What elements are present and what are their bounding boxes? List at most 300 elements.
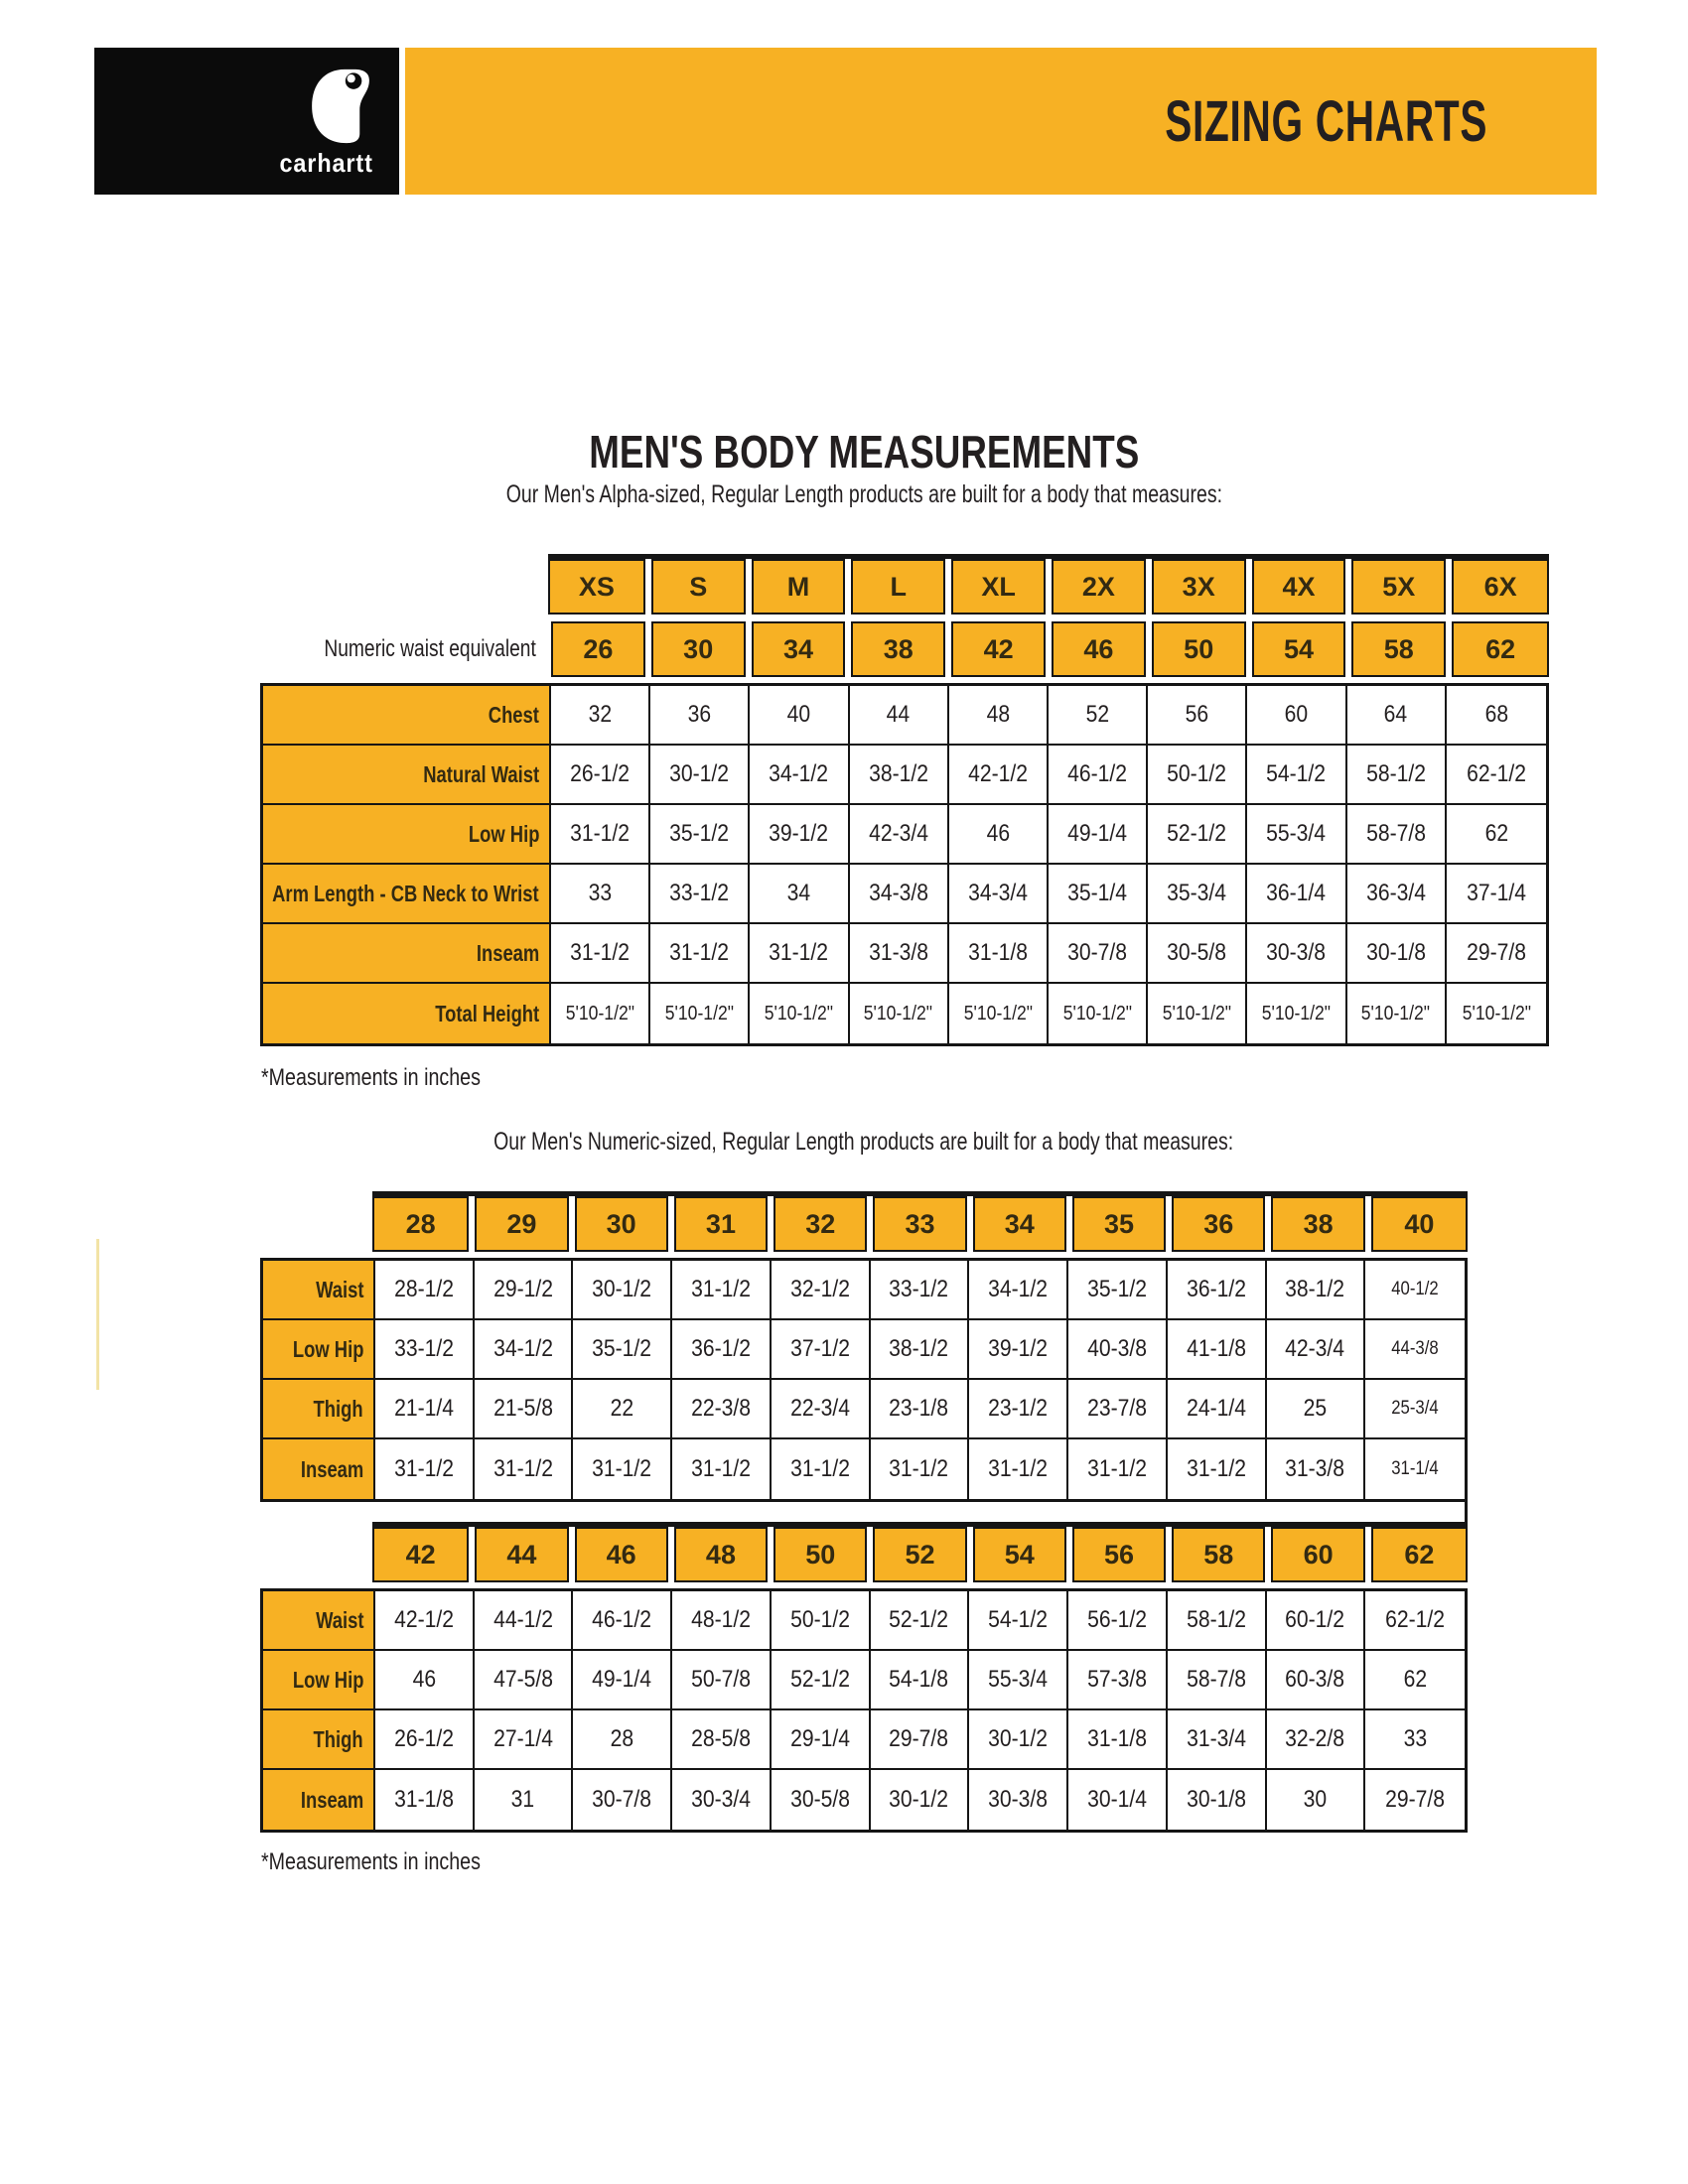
measurement-cell bbox=[1447, 686, 1546, 746]
measurement-cell-text: 55-3/4 bbox=[1266, 820, 1327, 847]
alpha-intro-text: Our Men's Alpha-sized, Regular Length products are built for a body that measures: bbox=[505, 480, 1222, 508]
measurement-cell-text: 58-1/2 bbox=[1186, 1606, 1246, 1633]
measurement-cell-text: 22 bbox=[610, 1395, 634, 1422]
size-column-header bbox=[1252, 559, 1346, 614]
measurement-cell-text: 30-7/8 bbox=[592, 1786, 652, 1813]
measurement-cell bbox=[672, 1261, 772, 1320]
size-column-header-text: 29 bbox=[506, 1208, 537, 1239]
size-column-header bbox=[1152, 559, 1246, 614]
measurement-cell bbox=[475, 1439, 574, 1499]
size-column-header-text: 3X bbox=[1182, 571, 1215, 602]
measurement-cell-text: 37-1/4 bbox=[1466, 880, 1526, 906]
measurement-cell bbox=[551, 805, 650, 865]
measurement-cell-text: 5'10-1/2" bbox=[1162, 1002, 1231, 1024]
measurement-cell-text: 33-1/2 bbox=[889, 1276, 949, 1302]
size-column-header-text: L bbox=[890, 571, 908, 602]
measurement-cell bbox=[375, 1261, 475, 1320]
carhartt-logo bbox=[94, 48, 399, 195]
measurement-cell-text: 46-1/2 bbox=[592, 1606, 652, 1633]
size-column-header-text: 42 bbox=[405, 1539, 436, 1570]
size-column-header bbox=[951, 559, 1046, 614]
measurement-cell bbox=[1365, 1770, 1465, 1830]
measurement-cell-text: 44-3/8 bbox=[1391, 1338, 1439, 1359]
size-column-header bbox=[548, 559, 645, 614]
measurement-cell bbox=[772, 1320, 871, 1380]
size-column-header-text: 50 bbox=[805, 1539, 836, 1570]
measurement-cell bbox=[573, 1439, 672, 1499]
waist-equivalent-cell-text: 26 bbox=[583, 633, 614, 664]
size-column-header-text: 62 bbox=[1404, 1539, 1435, 1570]
waist-equivalent-cell bbox=[651, 621, 746, 677]
waist-equivalent-cell bbox=[1252, 621, 1346, 677]
measurement-cell bbox=[672, 1770, 772, 1830]
measurement-cell-text: 58-7/8 bbox=[1186, 1666, 1246, 1693]
size-column-header bbox=[1072, 1196, 1166, 1252]
measurement-cell bbox=[750, 984, 849, 1043]
size-column-header-text: 2X bbox=[1081, 571, 1115, 602]
measurement-cell bbox=[949, 865, 1049, 924]
waist-equivalent-cell-text: 46 bbox=[1083, 633, 1114, 664]
measurement-cell bbox=[1247, 984, 1346, 1043]
size-column-header bbox=[575, 1527, 668, 1582]
size-column-header bbox=[674, 1196, 768, 1252]
measurement-cell bbox=[1267, 1651, 1366, 1710]
measurement-cell-text: 39-1/2 bbox=[769, 820, 829, 847]
row-label-text: Low Hip bbox=[292, 1666, 363, 1693]
measurement-cell bbox=[850, 746, 949, 805]
measurement-cell-text: 54-1/2 bbox=[988, 1606, 1049, 1633]
measurement-cell bbox=[1049, 865, 1148, 924]
size-header-row bbox=[548, 559, 1549, 614]
measurement-cell bbox=[1267, 1710, 1366, 1770]
measurement-cell bbox=[573, 1591, 672, 1651]
measurement-cell-text: 54-1/2 bbox=[1266, 760, 1327, 787]
measurement-cell-text: 23-7/8 bbox=[1086, 1395, 1147, 1422]
measurement-cell-text: 29-1/2 bbox=[492, 1276, 553, 1302]
measurement-cell bbox=[1267, 1261, 1366, 1320]
measurement-cell-text: 36-1/4 bbox=[1266, 880, 1327, 906]
measurement-cell bbox=[1267, 1439, 1366, 1499]
measurement-cell bbox=[1068, 1651, 1168, 1710]
size-column-header bbox=[1371, 1196, 1468, 1252]
measurement-cell-text: 5'10-1/2" bbox=[1462, 1002, 1531, 1024]
measurement-cell-text: 30-3/8 bbox=[1266, 939, 1327, 966]
measurement-cell bbox=[672, 1380, 772, 1439]
waist-equivalent-cell bbox=[551, 621, 645, 677]
measurement-cell bbox=[1168, 1591, 1267, 1651]
measurement-cell-text: 52-1/2 bbox=[1167, 820, 1227, 847]
measurement-cell bbox=[969, 1261, 1068, 1320]
measurement-cell bbox=[1168, 1770, 1267, 1830]
section-title-text: MEN'S BODY MEASUREMENTS bbox=[589, 426, 1139, 478]
measurement-cell-text: 28 bbox=[610, 1725, 634, 1752]
measurement-cell-text: 33 bbox=[588, 880, 612, 906]
size-column-header-text: 38 bbox=[1303, 1208, 1334, 1239]
measurement-cell-text: 35-1/2 bbox=[1086, 1276, 1147, 1302]
measurement-cell bbox=[1347, 805, 1447, 865]
measurement-cell-text: 48-1/2 bbox=[691, 1606, 751, 1633]
measurement-cell-text: 31-1/2 bbox=[669, 939, 730, 966]
waist-equivalent-cell bbox=[1052, 621, 1146, 677]
measurement-cell-text: 42-3/4 bbox=[868, 820, 928, 847]
measurement-cell bbox=[750, 746, 849, 805]
measurement-cell bbox=[1347, 746, 1447, 805]
size-column-header-text: 28 bbox=[405, 1208, 436, 1239]
measurement-cell bbox=[551, 924, 650, 984]
measurement-cell-text: 30-1/8 bbox=[1365, 939, 1426, 966]
measurement-cell bbox=[551, 686, 650, 746]
measurement-cell bbox=[375, 1770, 475, 1830]
measurement-cell bbox=[650, 805, 750, 865]
size-column-header bbox=[973, 1527, 1066, 1582]
measurement-cell bbox=[772, 1261, 871, 1320]
measurement-cell-text: 48 bbox=[986, 701, 1010, 728]
measurement-cell-text: 28-1/2 bbox=[393, 1276, 454, 1302]
measurement-cell-text: 31-1/4 bbox=[1391, 1458, 1439, 1479]
header-banner bbox=[94, 48, 1597, 195]
measurement-cell bbox=[772, 1439, 871, 1499]
measurement-cell bbox=[1247, 746, 1346, 805]
waist-equivalent-label bbox=[260, 621, 548, 677]
row-label-text: Low Hip bbox=[468, 820, 539, 847]
measurement-cell bbox=[672, 1320, 772, 1380]
measurement-cell-text: 31-1/2 bbox=[789, 1455, 850, 1482]
size-column-header bbox=[674, 1527, 768, 1582]
alpha-footnote-text: *Measurements in inches bbox=[261, 1064, 481, 1091]
row-label-text: Low Hip bbox=[292, 1335, 363, 1362]
measurement-cell-text: 21-5/8 bbox=[492, 1395, 553, 1422]
table-header-block bbox=[324, 554, 1549, 677]
row-label bbox=[263, 1261, 375, 1320]
size-column-header bbox=[372, 1196, 469, 1252]
measurement-cell-text: 50-7/8 bbox=[691, 1666, 751, 1693]
measurement-cell bbox=[650, 984, 750, 1043]
row-label-text: Thigh bbox=[313, 1725, 363, 1752]
measurement-cell bbox=[1168, 1651, 1267, 1710]
measurement-cell bbox=[871, 1710, 970, 1770]
waist-equivalent-cell bbox=[1152, 621, 1246, 677]
measurement-cell-text: 29-7/8 bbox=[1466, 939, 1526, 966]
measurement-cell bbox=[375, 1710, 475, 1770]
measurement-cell bbox=[1049, 686, 1148, 746]
waist-equivalent-cell-text: 50 bbox=[1184, 633, 1214, 664]
measurement-cell-text: 31-1/2 bbox=[691, 1455, 751, 1482]
size-column-header-text: 31 bbox=[705, 1208, 736, 1239]
measurement-cell bbox=[1068, 1591, 1168, 1651]
measurement-cell bbox=[1365, 1320, 1465, 1380]
measurement-cell-text: 38-1/2 bbox=[868, 760, 928, 787]
measurement-cell-text: 52-1/2 bbox=[889, 1606, 949, 1633]
measurement-cell bbox=[1148, 865, 1247, 924]
measurement-cell-text: 60-3/8 bbox=[1285, 1666, 1345, 1693]
measurement-cell-text: 46 bbox=[986, 820, 1010, 847]
measurement-cell bbox=[1365, 1261, 1465, 1320]
page-margin-artifact-line bbox=[96, 1239, 99, 1390]
measurement-cell bbox=[1365, 1591, 1465, 1651]
measurement-cell bbox=[1168, 1380, 1267, 1439]
measurement-cell bbox=[750, 865, 849, 924]
measurement-cell bbox=[1247, 805, 1346, 865]
size-column-header-text: 56 bbox=[1104, 1539, 1135, 1570]
alpha-footnote bbox=[261, 1064, 528, 1092]
measurement-cell bbox=[750, 686, 849, 746]
measurement-cell bbox=[949, 746, 1049, 805]
size-column-header bbox=[774, 1196, 867, 1252]
measurement-cell-text: 62-1/2 bbox=[1466, 760, 1526, 787]
size-column-header-text: 58 bbox=[1203, 1539, 1234, 1570]
brand-wordmark: carhartt bbox=[279, 148, 373, 178]
measurement-cell-text: 31-1/2 bbox=[570, 939, 631, 966]
measurement-cell-text: 44 bbox=[886, 701, 911, 728]
table-header-block bbox=[372, 1191, 1468, 1252]
measurement-cell bbox=[672, 1591, 772, 1651]
measurement-cell-text: 30-1/4 bbox=[1086, 1786, 1147, 1813]
size-column-header bbox=[973, 1196, 1066, 1252]
row-label-text: Inseam bbox=[476, 939, 539, 966]
row-label-text: Inseam bbox=[300, 1455, 363, 1482]
measurement-cell-text: 35-1/4 bbox=[1067, 880, 1128, 906]
measurement-cell bbox=[871, 1651, 970, 1710]
measurement-cell-text: 33 bbox=[1403, 1725, 1427, 1752]
size-header-row bbox=[372, 1527, 1468, 1582]
numeric-footnote bbox=[261, 1848, 528, 1876]
measurement-cell-text: 40-3/8 bbox=[1086, 1335, 1147, 1362]
measurement-cell bbox=[551, 984, 650, 1043]
row-label bbox=[263, 1591, 375, 1651]
measurement-cell-text: 42-3/4 bbox=[1285, 1335, 1345, 1362]
size-column-header-text: 4X bbox=[1282, 571, 1316, 602]
measurement-cell bbox=[1267, 1380, 1366, 1439]
row-label-text: Total Height bbox=[435, 1000, 539, 1026]
measurement-cell bbox=[1267, 1770, 1366, 1830]
row-label-text: Thigh bbox=[313, 1395, 363, 1422]
numeric-size-table-42-62 bbox=[260, 1522, 1468, 1833]
row-label bbox=[263, 746, 551, 805]
measurement-cell-text: 31-1/2 bbox=[570, 820, 631, 847]
size-column-header-text: 40 bbox=[1404, 1208, 1435, 1239]
numeric-footnote-text: *Measurements in inches bbox=[261, 1848, 481, 1875]
row-label bbox=[263, 984, 551, 1043]
measurement-cell bbox=[1068, 1320, 1168, 1380]
measurement-cell bbox=[1347, 865, 1447, 924]
size-column-header-text: 5X bbox=[1382, 571, 1416, 602]
measurement-cell-text: 46-1/2 bbox=[1067, 760, 1128, 787]
size-column-header bbox=[873, 1196, 966, 1252]
measurement-cell bbox=[1447, 924, 1546, 984]
size-column-header bbox=[774, 1527, 867, 1582]
measurement-cell-text: 33-1/2 bbox=[393, 1335, 454, 1362]
measurement-cell bbox=[772, 1710, 871, 1770]
waist-equivalent-cell bbox=[1452, 621, 1549, 677]
measurement-cell-text: 38-1/2 bbox=[1285, 1276, 1345, 1302]
measurement-cell-text: 60-1/2 bbox=[1285, 1606, 1345, 1633]
measurement-cell bbox=[1447, 746, 1546, 805]
size-column-header-text: S bbox=[689, 571, 708, 602]
measurement-cell bbox=[871, 1380, 970, 1439]
measurement-cell bbox=[551, 746, 650, 805]
size-column-header bbox=[1271, 1527, 1364, 1582]
waist-equivalent-cell-text: 58 bbox=[1383, 633, 1414, 664]
measurement-cell-text: 31-1/8 bbox=[967, 939, 1028, 966]
measurement-cell bbox=[772, 1591, 871, 1651]
measurement-cell-text: 50-1/2 bbox=[1167, 760, 1227, 787]
size-column-header-text: 6X bbox=[1483, 571, 1517, 602]
measurement-cell-text: 35-3/4 bbox=[1167, 880, 1227, 906]
measurement-cell bbox=[1267, 1320, 1366, 1380]
measurement-cell bbox=[650, 686, 750, 746]
measurement-cell-text: 30-1/2 bbox=[889, 1786, 949, 1813]
measurement-cell bbox=[672, 1439, 772, 1499]
measurement-cell bbox=[1068, 1770, 1168, 1830]
measurement-cell-text: 29-7/8 bbox=[889, 1725, 949, 1752]
size-column-header-text: 34 bbox=[1004, 1208, 1035, 1239]
measurement-cell bbox=[1365, 1710, 1465, 1770]
row-label-text: Waist bbox=[315, 1606, 363, 1633]
measurement-cell bbox=[772, 1380, 871, 1439]
size-column-header bbox=[1172, 1196, 1265, 1252]
measurement-cell-text: 52-1/2 bbox=[789, 1666, 850, 1693]
measurement-cell-text: 5'10-1/2" bbox=[1062, 1002, 1132, 1024]
measurement-cell-text: 47-5/8 bbox=[492, 1666, 553, 1693]
measurement-cell-text: 56-1/2 bbox=[1086, 1606, 1147, 1633]
size-column-header-text: 30 bbox=[606, 1208, 636, 1239]
measurement-cell bbox=[375, 1320, 475, 1380]
row-label-text: Chest bbox=[488, 701, 539, 728]
measurement-cell-text: 36-1/2 bbox=[1186, 1276, 1246, 1302]
waist-equivalent-cell bbox=[1351, 621, 1446, 677]
measurement-cell bbox=[949, 924, 1049, 984]
size-column-header-text: 33 bbox=[905, 1208, 935, 1239]
measurement-cell-text: 50-1/2 bbox=[789, 1606, 850, 1633]
size-column-header-text: M bbox=[786, 571, 810, 602]
measurement-cell-text: 54-1/8 bbox=[889, 1666, 949, 1693]
measurement-cell-text: 49-1/4 bbox=[592, 1666, 652, 1693]
measurement-cell-text: 5'10-1/2" bbox=[764, 1002, 834, 1024]
measurement-cell-text: 21-1/4 bbox=[393, 1395, 454, 1422]
size-column-header bbox=[372, 1527, 469, 1582]
measurement-cell-text: 31-3/4 bbox=[1186, 1725, 1246, 1752]
row-label bbox=[263, 1710, 375, 1770]
measurement-cell bbox=[375, 1439, 475, 1499]
measurement-cell-text: 27-1/4 bbox=[492, 1725, 553, 1752]
measurement-cell-text: 31-3/8 bbox=[1285, 1455, 1345, 1482]
measurement-cell bbox=[1447, 984, 1546, 1043]
measurement-cell bbox=[1447, 865, 1546, 924]
measurement-cell-text: 64 bbox=[1383, 701, 1408, 728]
measurement-cell-text: 42-1/2 bbox=[967, 760, 1028, 787]
measurement-cell bbox=[949, 984, 1049, 1043]
size-column-header bbox=[752, 559, 846, 614]
measurement-cell-text: 34-3/4 bbox=[967, 880, 1028, 906]
measurement-cell bbox=[1148, 805, 1247, 865]
measurement-cell bbox=[1247, 924, 1346, 984]
measurement-cell-text: 36-3/4 bbox=[1365, 880, 1426, 906]
measurement-cell bbox=[772, 1770, 871, 1830]
measurement-cell bbox=[850, 686, 949, 746]
measurement-cell bbox=[1049, 746, 1148, 805]
measurement-cell bbox=[475, 1651, 574, 1710]
size-column-header bbox=[1452, 559, 1549, 614]
measurement-cell-text: 31-1/2 bbox=[988, 1455, 1049, 1482]
measurement-cell bbox=[1068, 1380, 1168, 1439]
measurement-cell bbox=[475, 1591, 574, 1651]
size-column-header bbox=[1271, 1196, 1364, 1252]
measurement-cell-text: 34-3/8 bbox=[868, 880, 928, 906]
measurement-cell bbox=[1049, 805, 1148, 865]
measurement-cell-text: 34 bbox=[786, 880, 811, 906]
measurement-cell-text: 31-1/8 bbox=[1086, 1725, 1147, 1752]
waist-equivalent-cell bbox=[752, 621, 846, 677]
measurement-cell-text: 58-7/8 bbox=[1365, 820, 1426, 847]
size-column-header bbox=[1371, 1527, 1468, 1582]
measurement-cell bbox=[1365, 1380, 1465, 1439]
measurement-cell-text: 5'10-1/2" bbox=[1261, 1002, 1332, 1024]
numeric-intro bbox=[20, 1128, 1688, 1157]
measurement-cell bbox=[949, 805, 1049, 865]
measurement-cell bbox=[969, 1320, 1068, 1380]
measurement-cell-text: 5'10-1/2" bbox=[963, 1002, 1033, 1024]
measurement-cell bbox=[1347, 984, 1447, 1043]
measurement-cell-text: 31-1/2 bbox=[393, 1455, 454, 1482]
measurement-cell-text: 36-1/2 bbox=[691, 1335, 751, 1362]
size-column-header-text: 52 bbox=[905, 1539, 935, 1570]
measurement-cell bbox=[1148, 924, 1247, 984]
measurement-cell-text: 30-5/8 bbox=[789, 1786, 850, 1813]
measurement-cell-text: 34-1/2 bbox=[492, 1335, 553, 1362]
measurement-cell bbox=[969, 1380, 1068, 1439]
measurement-cell bbox=[375, 1651, 475, 1710]
alpha-intro bbox=[20, 480, 1688, 509]
waist-equivalent-cell-text: 38 bbox=[883, 633, 914, 664]
measurement-cell bbox=[1148, 746, 1247, 805]
measurement-cell-text: 23-1/2 bbox=[988, 1395, 1049, 1422]
measurement-cell bbox=[949, 686, 1049, 746]
measurement-cell-text: 42-1/2 bbox=[393, 1606, 454, 1633]
row-label-text: Natural Waist bbox=[423, 760, 539, 787]
size-column-header-text: 44 bbox=[506, 1539, 537, 1570]
measurement-cell-text: 35-1/2 bbox=[669, 820, 730, 847]
measurement-cell bbox=[573, 1261, 672, 1320]
size-column-header-text: 60 bbox=[1303, 1539, 1334, 1570]
size-column-header bbox=[851, 559, 945, 614]
measurement-cell bbox=[1168, 1261, 1267, 1320]
measurement-cell-text: 30 bbox=[1303, 1786, 1328, 1813]
measurement-cell-text: 62 bbox=[1484, 820, 1508, 847]
measurement-grid bbox=[260, 683, 1549, 1046]
measurement-cell bbox=[1247, 686, 1346, 746]
measurement-cell-text: 55-3/4 bbox=[988, 1666, 1049, 1693]
numeric-intro-text: Our Men's Numeric-sized, Regular Length products are built for a body that measures: bbox=[493, 1128, 1234, 1156]
measurement-cell-text: 31-1/8 bbox=[393, 1786, 454, 1813]
measurement-cell bbox=[375, 1380, 475, 1439]
measurement-cell bbox=[1267, 1591, 1366, 1651]
measurement-cell-text: 39-1/2 bbox=[988, 1335, 1049, 1362]
measurement-cell bbox=[573, 1320, 672, 1380]
measurement-cell bbox=[475, 1320, 574, 1380]
measurement-cell-text: 32-1/2 bbox=[789, 1276, 850, 1302]
size-column-header bbox=[1052, 559, 1146, 614]
waist-equivalent-cell-text: 34 bbox=[782, 633, 814, 664]
row-label-text: Waist bbox=[315, 1276, 363, 1302]
measurement-cell-text: 52 bbox=[1085, 701, 1109, 728]
measurement-cell-text: 33-1/2 bbox=[669, 880, 730, 906]
size-column-header-text: 48 bbox=[705, 1539, 736, 1570]
size-column-header-text: 54 bbox=[1004, 1539, 1035, 1570]
measurement-cell-text: 49-1/4 bbox=[1067, 820, 1128, 847]
measurement-cell-text: 28-5/8 bbox=[691, 1725, 751, 1752]
measurement-cell bbox=[672, 1710, 772, 1770]
measurement-cell bbox=[871, 1439, 970, 1499]
